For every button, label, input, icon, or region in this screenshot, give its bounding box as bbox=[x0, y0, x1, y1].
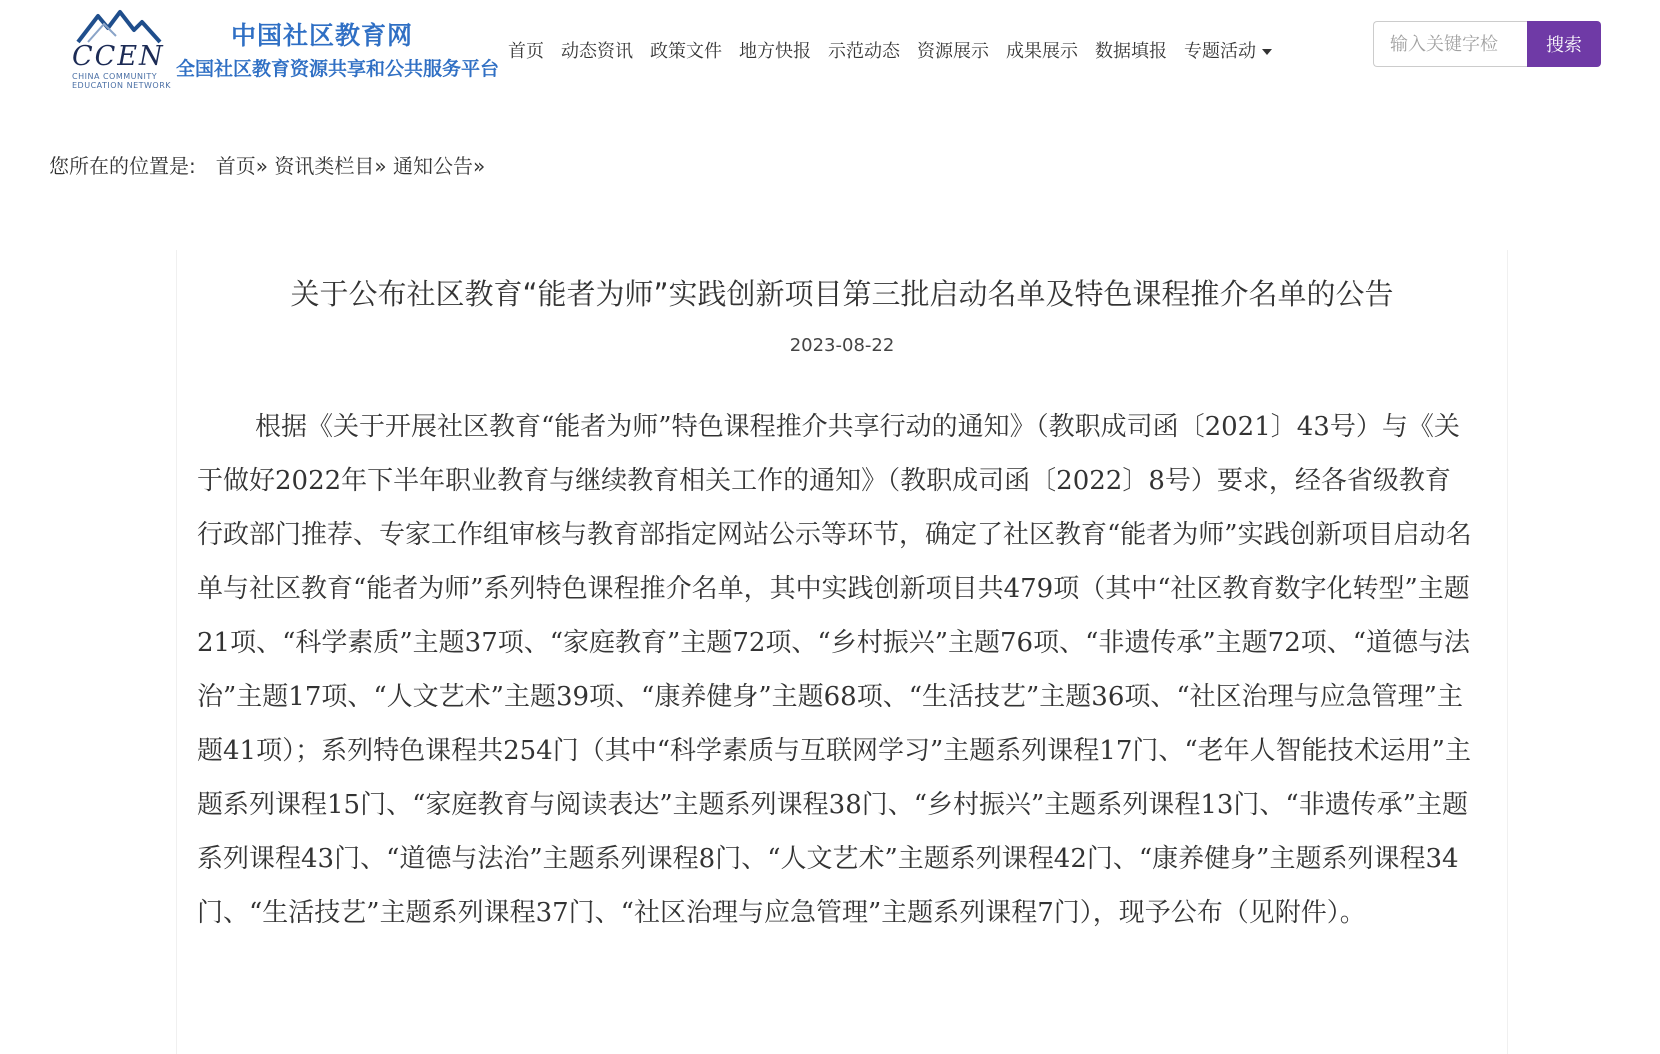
caret-down-icon bbox=[1262, 49, 1272, 55]
site-name: 中国社区教育网 bbox=[231, 21, 414, 50]
breadcrumb-home[interactable]: 首页 bbox=[215, 154, 256, 178]
nav-policy[interactable]: 政策文件 bbox=[650, 41, 722, 62]
site-subtitle: 全国社区教育资源共享和公共服务平台 bbox=[176, 58, 500, 80]
breadcrumb bbox=[49, 150, 485, 179]
nav-demo[interactable]: 示范动态 bbox=[828, 41, 900, 62]
breadcrumb-notices[interactable]: 通知公告 bbox=[392, 154, 473, 178]
article-date: 2023-08-22 bbox=[789, 335, 895, 356]
search-bar bbox=[1373, 21, 1596, 67]
breadcrumb-separator: » bbox=[255, 154, 268, 178]
nav-local-news[interactable]: 地方快报 bbox=[739, 41, 811, 62]
search-input[interactable] bbox=[1373, 21, 1540, 67]
nav-news[interactable]: 动态资讯 bbox=[561, 41, 633, 62]
logo-english: CHINA COMMUNITY EDUCATION NETWORK bbox=[72, 72, 172, 90]
breadcrumb-news-column[interactable]: 资讯类栏目 bbox=[274, 154, 375, 178]
site-logo[interactable] bbox=[68, 8, 500, 90]
main-nav bbox=[508, 40, 1289, 64]
breadcrumb-separator: » bbox=[472, 154, 486, 178]
mountain-logo-icon bbox=[68, 8, 172, 90]
article-body: 根据《关于开展社区教育“能者为师”特色课程推介共享行动的通知》（教职成司函〔2021〕43号）与《关于做好2022年下半年职业教育与继续教育相关工作的通知》（教职成司函〔2022〕8号）要求，经各省级教育行政部门推荐、专家工作组审核与教育部指定网站公示等环节，确定了社区教育“能者为师”实践创新项目启动名单与社区教育“能者为师”系列特色课程推介名单，其中实践创新项目共479项（其中“社区教育数字化转型”主题21项、“科学素质”主题37项、“家庭教育”主题72项、“乡村振兴”主题76项、“非遗传承”主题72项、“道德与法治”主题17项、“人文艺术”主题39项、“康养健身”主题68项、“生活技艺”主题36项、“社区治理与应急管理”主题41项）；系列特色课程共254门（其中“科学素质与互联网学习”主题系列课程17门、“老年人智能技术运用”主题系列课程15门、“家庭教育与阅读表达”主题系列课程38门、“乡村振兴”主题系列课程13门、“非遗传承”主题系列课程43门、“道德与法治”主题系列课程8门、“人文艺术”主题系列课程42门、“康养健身”主题系列课程34门、“生活技艺”主题系列课程37门、“社区治理与应急管理”主题系列课程7门），现予公布（见附件）。 bbox=[197, 412, 1472, 928]
article bbox=[176, 250, 1508, 1054]
nav-home[interactable]: 首页 bbox=[508, 41, 544, 62]
nav-resources[interactable]: 资源展示 bbox=[917, 41, 989, 62]
breadcrumb-separator: » bbox=[374, 154, 387, 178]
breadcrumb-lead: 您所在的位置是: bbox=[49, 154, 196, 178]
nav-achievements[interactable]: 成果展示 bbox=[1006, 41, 1078, 62]
site-header bbox=[0, 0, 1660, 100]
nav-data-report[interactable]: 数据填报 bbox=[1095, 41, 1167, 62]
logo-letters: CCEN bbox=[72, 41, 165, 72]
article-title: 关于公布社区教育“能者为师”实践创新项目第三批启动名单及特色课程推介名单的公告 bbox=[290, 277, 1394, 311]
search-button[interactable]: 搜索 bbox=[1527, 21, 1601, 67]
nav-topics-dropdown[interactable] bbox=[1184, 40, 1272, 64]
nav-topics-label: 专题活动 bbox=[1184, 41, 1256, 62]
